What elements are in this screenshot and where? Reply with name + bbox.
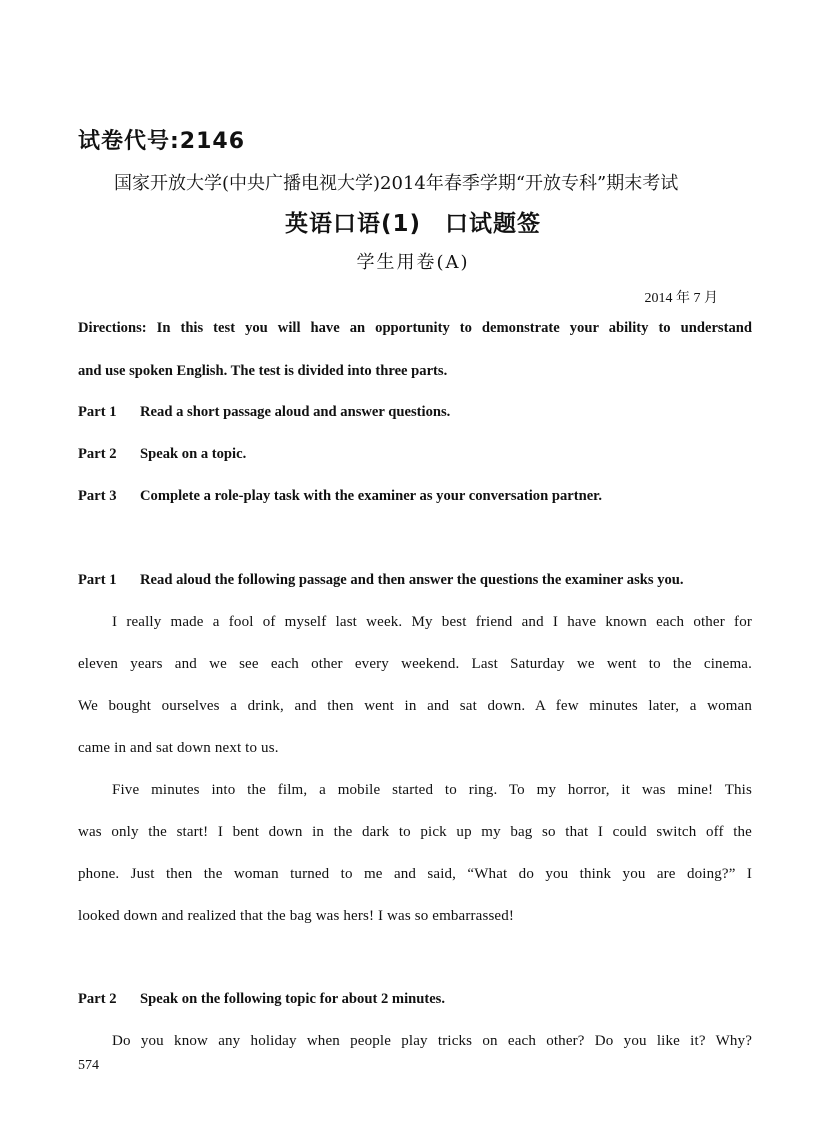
- part2-instruction: Speak on the following topic for about 2 minutes.: [140, 991, 446, 1007]
- directions-line-2: and use spoken English. The test is divided into three parts.: [78, 363, 448, 379]
- overview-part-1: [78, 404, 450, 421]
- page-number: 574: [78, 1058, 99, 1073]
- passage-line: I really made a fool of myself last week. My best friend and I have known each other for: [112, 614, 752, 630]
- exam-title: 英语口语(1) 口试题签: [284, 211, 542, 237]
- part2-topic: Do you know any holiday when people play tricks on each other? Do you like it? Why?: [112, 1033, 752, 1049]
- part2-heading: [78, 991, 445, 1008]
- passage-line: came in and sat down next to us.: [78, 740, 279, 756]
- part1-label: Part 1: [78, 572, 117, 588]
- overview-part-text: Speak on a topic.: [140, 446, 247, 462]
- directions-line-1: Directions: In this test you will have an opportunity to demonstrate your ability to understand: [78, 320, 752, 336]
- passage-line: We bought ourselves a drink, and then went in and sat down. A few minutes later, a woman: [78, 698, 752, 714]
- overview-part-label: Part 3: [78, 488, 117, 504]
- overview-part-label: Part 1: [78, 404, 117, 420]
- part1-instruction: Read aloud the following passage and then answer the questions the examiner asks you.: [140, 572, 684, 588]
- passage-line: Five minutes into the film, a mobile started to ring. To my horror, it was mine! This: [112, 782, 752, 798]
- exam-date: 2014 年 7 月: [644, 291, 718, 306]
- passage-line: was only the start! I bent down in the dark to pick up my bag so that I could switch off the: [78, 824, 752, 840]
- overview-part-text: Read a short passage aloud and answer questions.: [140, 404, 451, 420]
- passage-line: phone. Just then the woman turned to me and said, “What do you think you are doing?” I: [78, 866, 752, 882]
- exam-institution: 国家开放大学(中央广播电视大学)2014年春季学期“开放专科”期末考试: [114, 173, 679, 194]
- paper-code: 试卷代号:2146: [78, 129, 246, 154]
- overview-part-text: Complete a role-play task with the examiner as your conversation partner.: [140, 488, 602, 504]
- overview-part-label: Part 2: [78, 446, 117, 462]
- passage-line: eleven years and we see each other every weekend. Last Saturday we went to the cinema.: [78, 656, 752, 672]
- passage-line: looked down and realized that the bag was hers! I was so embarrassed!: [78, 908, 515, 924]
- exam-subtitle: 学生用卷(A): [356, 252, 470, 273]
- part2-label: Part 2: [78, 991, 117, 1007]
- part1-heading: [78, 572, 684, 589]
- overview-part-2: [78, 446, 246, 463]
- overview-part-3: [78, 488, 602, 505]
